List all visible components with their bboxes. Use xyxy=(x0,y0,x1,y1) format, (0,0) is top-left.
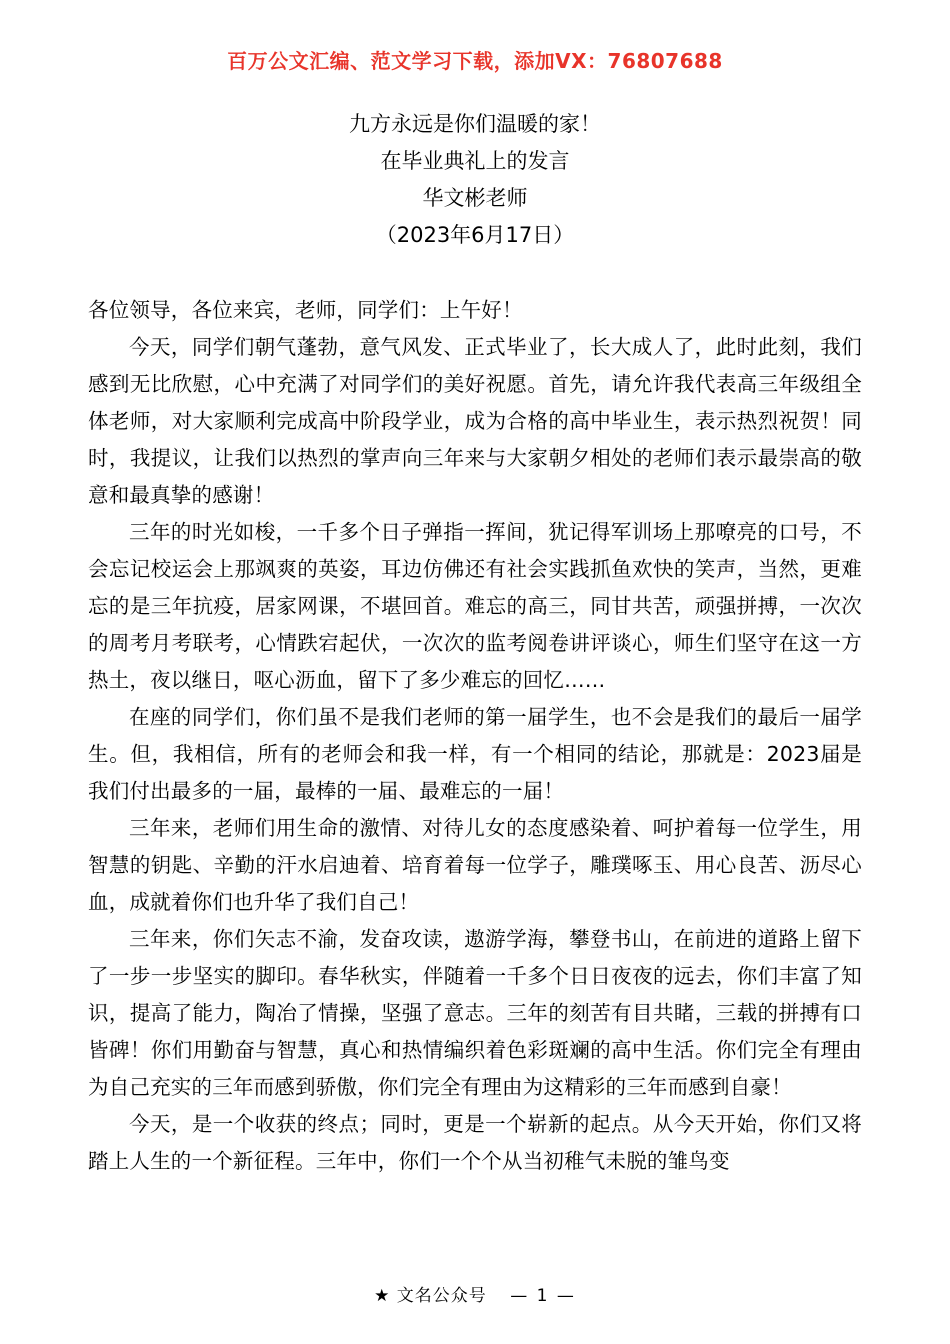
paragraph-salutation: 各位领导，各位来宾，老师，同学们：上午好！ xyxy=(88,298,523,322)
document-body xyxy=(88,292,862,1180)
title-line-3: 华文彬老师 xyxy=(422,186,528,210)
paragraph-1: 今天，同学们朝气蓬勃，意气风发、正式毕业了，长大成人了，此时此刻，我们感到无比欣慰，心中充满了对同学们的美好祝愿。首先，请允许我代表高三年级组全体老师，对大家顺利完成高中阶段学业，成为合格的高中毕业生，表示热烈祝贺！同时，我提议，让我们以热烈的掌声向三年来与大家朝夕相处的老师们表示最崇高的敬意和最真挚的感谢！ xyxy=(88,335,862,507)
watermark-banner: 百万公文汇编、范文学习下载，添加VX：76807688 xyxy=(227,49,723,73)
paragraph-3: 在座的同学们，你们虽不是我们老师的第一届学生，也不会是我们的最后一届学生。但，我相信，所有的老师会和我一样，有一个相同的结论，那就是：2023届是我们付出最多的一届，最棒的一届、最难忘的一届！ xyxy=(88,705,862,803)
paragraph-2: 三年的时光如梭，一千多个日子弹指一挥间，犹记得军训场上那嘹亮的口号，不会忘记校运会上那飒爽的英姿，耳边仿佛还有社会实践抓鱼欢快的笑声，当然，更难忘的是三年抗疫，居家网课，不堪回首。难忘的高三，同甘共苦，顽强拼搏，一次次的周考月考联考，心情跌宕起伏，一次次的监考阅卷讲评谈心，师生们坚守在这一方热土，夜以继日，呕心沥血，留下了多少难忘的回忆…… xyxy=(88,520,862,692)
page-footer xyxy=(0,1281,950,1306)
page-number: — 1 — xyxy=(510,1286,576,1306)
paragraph-4: 三年来，老师们用生命的激情、对待儿女的态度感染着、呵护着每一位学生，用智慧的钥匙、辛勤的汗水启迪着、培育着每一位学子，雕璞啄玉、用心良苦、沥尽心血，成就着你们也升华了我们自己！ xyxy=(88,816,862,914)
paragraph-6: 今天，是一个收获的终点；同时，更是一个崭新的起点。从今天开始，你们又将踏上人生的一个新征程。三年中，你们一个个从当初稚气未脱的雏鸟变 xyxy=(88,1112,862,1173)
footer-stamp: ★ 文名公众号 xyxy=(374,1286,487,1306)
title-line-2: 在毕业典礼上的发言 xyxy=(380,149,570,173)
title-line-4: （2023年6月17日） xyxy=(375,223,575,247)
document-title-block xyxy=(0,106,950,254)
title-line-1: 九方永远是你们温暖的家！ xyxy=(349,112,601,136)
paragraph-5: 三年来，你们矢志不渝，发奋攻读，遨游学海，攀登书山，在前进的道路上留下了一步一步坚实的脚印。春华秋实，伴随着一千多个日日夜夜的远去，你们丰富了知识，提高了能力，陶冶了情操，坚强了意志。三年的刻苦有目共睹，三载的拼搏有口皆碑！你们用勤奋与智慧，真心和热情编织着色彩斑斓的高中生活。你们完全有理由为自己充实的三年而感到骄傲，你们完全有理由为这精彩的三年而感到自豪！ xyxy=(88,927,862,1099)
